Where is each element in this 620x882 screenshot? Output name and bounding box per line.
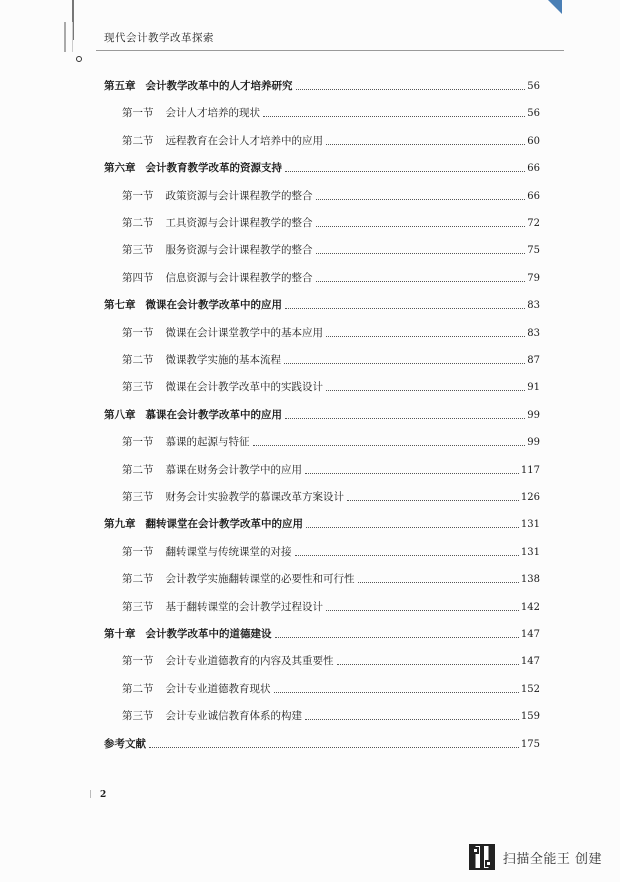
dot-leader bbox=[296, 88, 526, 90]
toc-entry-label bbox=[104, 80, 293, 93]
toc-entry-number: 第一节 bbox=[122, 107, 154, 119]
toc-entry-number: 第三节 bbox=[122, 381, 154, 393]
toc-page-number: 142 bbox=[520, 602, 540, 613]
toc-section-row bbox=[122, 683, 540, 696]
toc-entry-number: 第四节 bbox=[122, 272, 154, 284]
dot-leader bbox=[285, 307, 525, 309]
toc-section-row bbox=[122, 601, 540, 614]
toc-entry-number: 第五章 bbox=[104, 80, 136, 92]
toc-page-number: 83 bbox=[527, 328, 540, 339]
toc-page-number: 131 bbox=[520, 547, 540, 558]
toc-page-number: 131 bbox=[520, 519, 540, 530]
dot-leader bbox=[316, 225, 526, 227]
dot-leader bbox=[326, 389, 525, 391]
toc-entry-number: 第一节 bbox=[122, 190, 154, 202]
toc-entry-title: 慕课在会计教学改革中的应用 bbox=[145, 409, 282, 421]
header-rule bbox=[96, 50, 564, 51]
toc-entry-number: 第一节 bbox=[122, 655, 154, 667]
toc-entry-title: 政策资源与会计课程教学的整合 bbox=[165, 190, 313, 202]
toc-entry-title: 远程教育在会计人才培养中的应用 bbox=[165, 135, 323, 147]
toc-page-number: 175 bbox=[520, 739, 540, 750]
toc-entry-label bbox=[104, 518, 303, 531]
toc-entry-label bbox=[122, 683, 271, 696]
toc-entry-title: 会计专业道德教育的内容及其重要性 bbox=[165, 655, 334, 667]
toc-entry-label bbox=[122, 190, 313, 203]
toc-entry-title: 财务会计实验教学的慕课改革方案设计 bbox=[165, 491, 344, 503]
toc-entry-title: 慕课的起源与特征 bbox=[165, 436, 250, 448]
toc-entry-title: 会计教学实施翻转课堂的必要性和可行性 bbox=[165, 573, 355, 585]
toc-chapter-row bbox=[104, 518, 540, 531]
toc-entry-title: 会计教学改革中的道德建设 bbox=[145, 628, 272, 640]
toc-page-number: 66 bbox=[527, 191, 540, 202]
toc-entry-title: 会计人才培养的现状 bbox=[165, 107, 260, 119]
dot-leader bbox=[263, 115, 525, 117]
toc-entry-title: 会计教育教学改革的资源支持 bbox=[145, 162, 282, 174]
toc-page-number: 72 bbox=[527, 218, 540, 229]
toc-entry-title: 参考文献 bbox=[104, 738, 146, 750]
dot-leader bbox=[326, 143, 525, 145]
toc-page-number: 152 bbox=[520, 684, 540, 695]
toc-entry-title: 会计教学改革中的人才培养研究 bbox=[145, 80, 293, 92]
toc-section-row bbox=[122, 190, 540, 203]
corner-tab bbox=[548, 0, 562, 14]
toc-page-number: 87 bbox=[527, 355, 540, 366]
toc-entry-number: 第八章 bbox=[104, 409, 136, 421]
toc-entry-label bbox=[122, 655, 334, 668]
toc-entry-number: 第一节 bbox=[122, 436, 154, 448]
toc-page-number: 75 bbox=[527, 245, 540, 256]
dot-leader bbox=[285, 170, 525, 172]
toc-page-number: 99 bbox=[527, 410, 540, 421]
toc-entry-number: 第三节 bbox=[122, 710, 154, 722]
dot-leader bbox=[316, 252, 526, 254]
toc-chapter-row bbox=[104, 162, 540, 175]
toc-chapter-row bbox=[104, 738, 540, 751]
toc-entry-number: 第二节 bbox=[122, 217, 154, 229]
dot-leader bbox=[284, 362, 525, 364]
toc-entry-label bbox=[122, 710, 302, 723]
dot-leader bbox=[253, 444, 526, 446]
toc-chapter-row bbox=[104, 299, 540, 312]
dot-leader bbox=[326, 609, 519, 611]
toc-entry-title: 信息资源与会计课程教学的整合 bbox=[165, 272, 313, 284]
toc-entry-title: 翻转课堂与传统课堂的对接 bbox=[165, 546, 292, 558]
toc-entry-label bbox=[122, 546, 292, 559]
toc-chapter-row bbox=[104, 409, 540, 422]
toc-section-row bbox=[122, 244, 540, 257]
toc-entry-label bbox=[122, 601, 323, 614]
toc-page-number: 91 bbox=[527, 382, 540, 393]
dot-leader bbox=[358, 581, 519, 583]
toc-entry-label bbox=[122, 436, 250, 449]
toc-entry-label bbox=[104, 299, 282, 312]
dot-leader bbox=[305, 472, 519, 474]
toc-entry-label bbox=[122, 381, 323, 394]
toc-entry-title: 基于翻转课堂的会计教学过程设计 bbox=[165, 601, 323, 613]
toc-section-row bbox=[122, 546, 540, 559]
toc-entry-title: 翻转课堂在会计教学改革中的应用 bbox=[145, 518, 303, 530]
toc-entry-title: 微课在会计教学改革中的实践设计 bbox=[165, 381, 323, 393]
dot-leader bbox=[316, 280, 526, 282]
dot-leader bbox=[295, 554, 519, 556]
toc-entry-label bbox=[122, 491, 344, 504]
toc-section-row bbox=[122, 491, 540, 504]
toc-entry-label bbox=[122, 217, 313, 230]
toc-section-row bbox=[122, 573, 540, 586]
dot-leader bbox=[316, 198, 526, 200]
dot-leader bbox=[326, 335, 525, 337]
scanner-watermark bbox=[469, 844, 602, 870]
toc-page-number: 56 bbox=[527, 108, 540, 119]
toc-entry-title: 微课教学实施的基本流程 bbox=[165, 354, 281, 366]
toc-entry-number: 第二节 bbox=[122, 464, 154, 476]
toc-entry-number: 第三节 bbox=[122, 244, 154, 256]
toc-entry-label bbox=[104, 409, 282, 422]
toc-entry-title: 会计专业诚信教育体系的构建 bbox=[165, 710, 302, 722]
toc-entry-number: 第二节 bbox=[122, 573, 154, 585]
toc-entry-number: 第二节 bbox=[122, 135, 154, 147]
toc-section-row bbox=[122, 464, 540, 477]
toc-entry-number: 第二节 bbox=[122, 683, 154, 695]
toc-entry-label bbox=[122, 464, 302, 477]
toc-entry-number: 第九章 bbox=[104, 518, 136, 530]
toc-entry-label bbox=[104, 162, 282, 175]
toc-section-row bbox=[122, 354, 540, 367]
dot-leader bbox=[275, 636, 519, 638]
toc-section-row bbox=[122, 436, 540, 449]
toc-entry-title: 工具资源与会计课程教学的整合 bbox=[165, 217, 313, 229]
toc-entry-title: 微课在会计教学改革中的应用 bbox=[145, 299, 282, 311]
toc-chapter-row bbox=[104, 628, 540, 641]
running-head: 现代会计教学改革探索 bbox=[104, 32, 214, 44]
toc-page-number: 117 bbox=[520, 465, 540, 476]
toc-section-row bbox=[122, 135, 540, 148]
toc-page-number: 79 bbox=[527, 273, 540, 284]
dot-leader bbox=[306, 526, 519, 528]
toc-section-row bbox=[122, 381, 540, 394]
toc-page-number: 66 bbox=[527, 163, 540, 174]
toc-entry-number: 第二节 bbox=[122, 354, 154, 366]
toc-entry-label bbox=[122, 327, 323, 340]
toc-entry-label bbox=[104, 628, 272, 641]
toc-entry-title: 服务资源与会计课程教学的整合 bbox=[165, 244, 313, 256]
toc-page-number: 159 bbox=[520, 711, 540, 722]
toc-page-number: 56 bbox=[527, 81, 540, 92]
toc-page-number: 83 bbox=[527, 300, 540, 311]
toc-entry-number: 第一节 bbox=[122, 327, 154, 339]
toc-page-number: 138 bbox=[520, 574, 540, 585]
toc-entry-number: 第三节 bbox=[122, 491, 154, 503]
toc-page-number: 99 bbox=[527, 437, 540, 448]
folio-mark bbox=[90, 790, 97, 798]
toc-section-row bbox=[122, 655, 540, 668]
toc-chapter-row bbox=[104, 80, 540, 93]
toc-entry-number: 第三节 bbox=[122, 601, 154, 613]
toc-entry-title: 慕课在财务会计教学中的应用 bbox=[165, 464, 302, 476]
page-number: 2 bbox=[100, 790, 107, 800]
toc-section-row bbox=[122, 710, 540, 723]
toc-entry-number: 第六章 bbox=[104, 162, 136, 174]
toc-entry-label bbox=[122, 244, 313, 257]
binding-dot bbox=[76, 56, 82, 62]
dot-leader bbox=[149, 746, 519, 748]
toc-page-number: 147 bbox=[520, 629, 540, 640]
toc-page-number: 147 bbox=[520, 656, 540, 667]
qr-code-icon bbox=[469, 844, 495, 870]
toc-entry-number: 第十章 bbox=[104, 628, 136, 640]
toc-entry-title: 会计专业道德教育现状 bbox=[165, 683, 271, 695]
toc-entry-label bbox=[122, 272, 313, 285]
toc-entry-label bbox=[122, 107, 260, 120]
toc-entry-label bbox=[122, 354, 281, 367]
toc-entry-number: 第七章 bbox=[104, 299, 136, 311]
dot-leader bbox=[274, 691, 519, 693]
toc-section-row bbox=[122, 217, 540, 230]
toc-entry-title: 微课在会计课堂教学中的基本应用 bbox=[165, 327, 323, 339]
dot-leader bbox=[347, 499, 519, 501]
watermark-text: 扫描全能王 创建 bbox=[502, 851, 602, 867]
toc-entry-label bbox=[122, 135, 323, 148]
toc-entry-number: 第一节 bbox=[122, 546, 154, 558]
dot-leader bbox=[285, 417, 525, 419]
dot-leader bbox=[305, 718, 519, 720]
toc-page-number: 60 bbox=[527, 136, 540, 147]
toc-section-row bbox=[122, 272, 540, 285]
dot-leader bbox=[337, 663, 519, 665]
toc-entry-label bbox=[122, 573, 355, 586]
binding-mark bbox=[64, 22, 73, 52]
toc-section-row bbox=[122, 327, 540, 340]
toc-entry-label bbox=[104, 738, 146, 751]
toc-section-row bbox=[122, 107, 540, 120]
toc-page-number: 126 bbox=[520, 492, 540, 503]
